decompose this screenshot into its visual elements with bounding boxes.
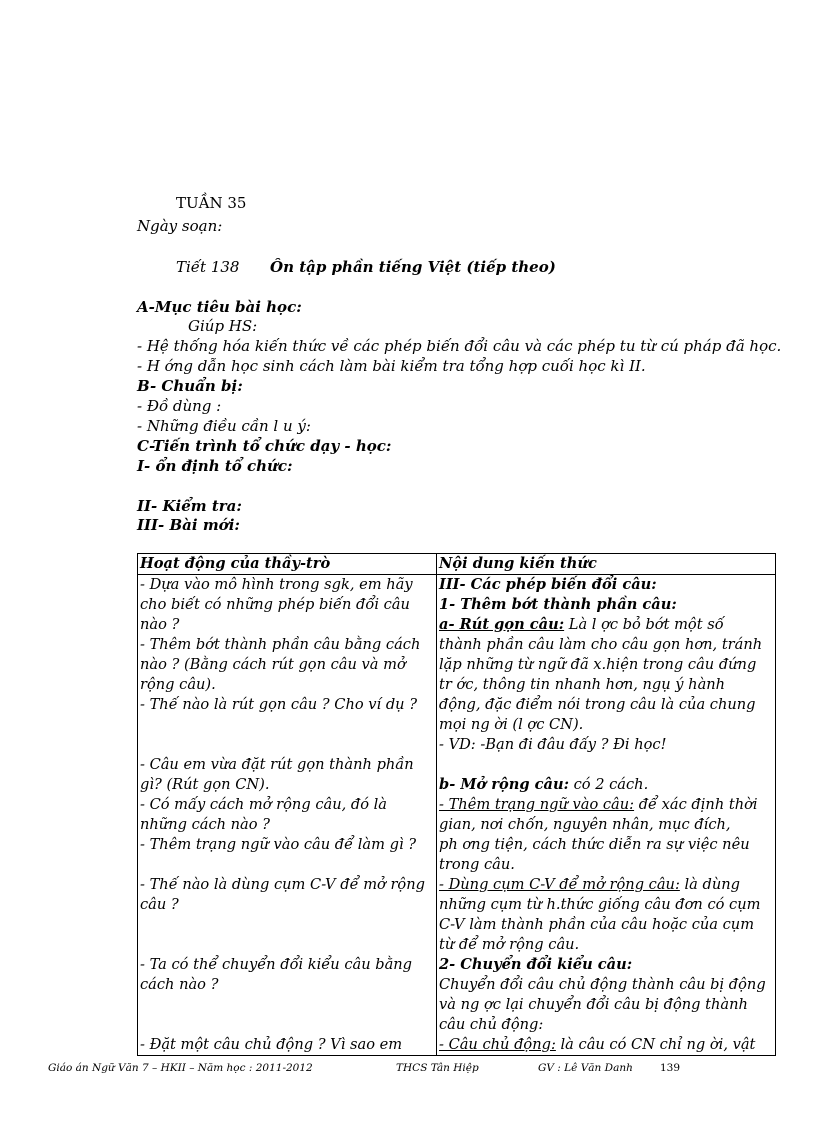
activity-line: - Ta có thể chuyển đổi kiểu câu bằng	[140, 956, 413, 973]
term-trang-ngu: - Thêm trạng ngữ vào câu:	[439, 796, 635, 813]
activity-line	[140, 935, 434, 955]
activity-line: - Có mấy cách mở rộng câu, đó là	[140, 796, 388, 813]
footer-teacher: GV : Lê Văn Danh	[538, 1062, 633, 1074]
term-chu-dong: - Câu chủ động:	[439, 1036, 556, 1053]
content-line	[439, 1035, 773, 1055]
activity-line: rộng câu).	[140, 676, 216, 693]
content-line	[439, 615, 773, 635]
content-line: trong câu.	[439, 856, 515, 873]
content-line: ph ơng tiện, cách thức diễn ra sự việc nêu	[439, 836, 750, 853]
content-heading: III- Các phép biến đổi câu:	[439, 576, 657, 593]
section-b-item: - Đồ dùng :	[137, 397, 222, 415]
section-a-item: - Hệ thống hóa kiến thức về các phép biến đổi câu và các phép tu từ cú pháp đã học.	[137, 337, 782, 355]
lesson-title: Ôn tập phần tiếng Việt (tiếp theo)	[270, 258, 556, 276]
content-line	[439, 775, 773, 795]
activity-line: - Thêm trạng ngữ vào câu để làm gì ?	[140, 836, 417, 853]
content-line: tr ớc, thông tin nhanh hơn, ngụ ý hành	[439, 676, 726, 693]
content-line: những cụm từ h.thức giống câu đơn có cụm	[439, 896, 761, 913]
activity-line: cho biết có những phép biến đổi câu	[140, 596, 410, 613]
content-line: từ để mở rộng câu.	[439, 936, 580, 953]
content-text: là câu có CN chỉ ng ời, vật	[555, 1036, 756, 1053]
section-b-item: - Những điều cần l u ý:	[137, 417, 311, 435]
section-ii-title: II- Kiểm tra:	[137, 497, 242, 515]
activity-line: - Dựa vào mô hình trong sgk, em hãy	[140, 576, 413, 593]
content-text: có 2 cách.	[568, 776, 649, 793]
section-a-title: A-Mục tiêu bài học:	[137, 298, 302, 316]
activity-line: - Thêm bớt thành phần câu bằng cách	[140, 636, 421, 653]
content-cell	[437, 575, 776, 1056]
section-a-help: Giúp HS:	[188, 317, 258, 335]
lesson-table	[137, 553, 776, 1056]
date-label: Ngày soạn:	[137, 217, 223, 235]
content-text: là dùng	[679, 876, 741, 893]
activity-line	[140, 855, 434, 875]
section-b-title: B- Chuẩn bị:	[137, 377, 243, 395]
activity-line: - Thế nào là dùng cụm C-V để mở rộng	[140, 876, 425, 893]
content-line: - VD: -Bạn đi đâu đấy ? Đi học!	[439, 736, 667, 753]
content-heading: 1- Thêm bớt thành phần câu:	[439, 596, 677, 613]
term-cum-cv: - Dùng cụm C-V để mở rộng câu:	[439, 876, 680, 893]
content-line: C-V làm thành phần của câu hoặc của cụm	[439, 916, 755, 933]
section-c-title: C-Tiến trình tổ chức dạy - học:	[137, 437, 392, 455]
content-line: câu chủ động:	[439, 1016, 544, 1033]
activity-line: nào ?	[140, 616, 180, 633]
col-header-content: Nội dung kiến thức	[437, 554, 776, 575]
content-line: và ng ợc lại chuyển đổi câu bị động thành	[439, 996, 748, 1013]
week-label: TUẦN 35	[176, 194, 247, 212]
content-line	[439, 875, 773, 895]
content-text: để xác định thời	[634, 796, 758, 813]
activity-line: - Câu em vừa đặt rút gọn thành phần	[140, 756, 414, 773]
spacer	[439, 755, 773, 775]
footer-school: THCS Tân Hiệp	[396, 1062, 479, 1074]
term-mo-rong: b- Mở rộng câu:	[439, 776, 569, 793]
period-label: Tiết 138	[176, 258, 240, 276]
activity-line	[140, 995, 434, 1015]
section-a-item: - H ớng dẫn học sinh cách làm bài kiểm tra tổng hợp cuối học kì II.	[137, 357, 646, 375]
content-line: thành phần câu làm cho câu gọn hơn, tránh	[439, 636, 763, 653]
activity-line	[140, 735, 434, 755]
content-line: Chuyển đổi câu chủ động thành câu bị động	[439, 976, 766, 993]
section-iii-title: III- Bài mới:	[137, 516, 240, 534]
activity-line	[140, 715, 434, 735]
term-rut-gon: a- Rút gọn câu:	[439, 616, 565, 633]
activity-line	[140, 915, 434, 935]
content-line: động, đặc điểm nói trong câu là của chung	[439, 696, 756, 713]
page-number: 139	[660, 1062, 681, 1074]
content-line	[439, 795, 773, 815]
content-line: lặp những từ ngữ đã x.hiện trong câu đứng	[439, 656, 757, 673]
activity-line: cách nào ?	[140, 976, 219, 993]
activity-line: câu ?	[140, 896, 179, 913]
activity-line: những cách nào ?	[140, 816, 271, 833]
activities-cell	[138, 575, 437, 1056]
content-line: gian, nơi chốn, nguyên nhân, mục đích,	[439, 816, 731, 833]
content-line: mọi ng ời (l ợc CN).	[439, 716, 584, 733]
content-text: Là l ợc bỏ bớt một số	[564, 616, 724, 633]
activity-line: nào ? (Bằng cách rút gọn câu và mở	[140, 656, 406, 673]
activity-line	[140, 1015, 434, 1035]
content-heading: 2- Chuyển đổi kiểu câu:	[439, 956, 633, 973]
activity-line: - Thế nào là rút gọn câu ? Cho ví dụ ?	[140, 696, 418, 713]
section-i-title: I- ổn định tổ chức:	[137, 457, 293, 475]
footer-course: Giáo án Ngữ Văn 7 – HKII – Năm học : 2011-2012	[48, 1062, 313, 1074]
col-header-activities: Hoạt động của thầy-trò	[138, 554, 437, 575]
activity-line: gì? (Rút gọn CN).	[140, 776, 270, 793]
activity-line: - Đặt một câu chủ động ? Vì sao em	[140, 1036, 403, 1053]
